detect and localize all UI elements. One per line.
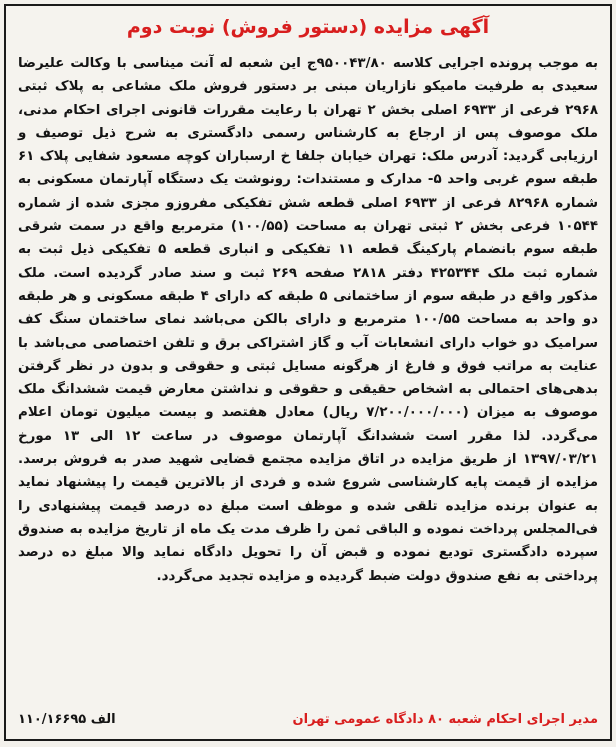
notice-title: آگهی مزایده (دستور فروش) نوبت دوم (126, 16, 490, 38)
signer-line: مدیر اجرای احکام شعبه ۸۰ دادگاه عمومی تهران (292, 712, 598, 727)
reference-number: ۱۱۰/۱۶۶۹۵ الف (18, 712, 116, 727)
notice-body: به موجب پرونده اجرایی کلاسه ۹۵۰۰۴۳/۸۰ج این شعبه له آنت میناسی با وکالت علیرضا سعیدی به طرفیت ماميكو نازاریان مبنی بر دستور فروش ملک مشاعی به پلاک ثبتی ۲۹۶۸ فرعی از ۶۹۳۳ اصلی بخش ۲ تهران با رعایت مقررات قانونی اجرای احکام مدنی، ملک موصوف پس از ارجاع به کارشناس رسمی دادگستری به شرح ذیل توصیف و ارزیابی گردید: آدرس ملک: تهران خیابان جلفا خ ارسباران کوچه مسعود شفایی پلاک ۶۱ طبقه سوم غربی واحد ۵- مدارک و مستندات: رونوشت یک دستگاه آپارتمان مسکونی به شماره ۸۲۹۶۸ فرعی از ۶۹۳۳ اصلی قطعه شش تفکیکی مفروزو مجزی شده از شماره ۱۰۵۴۴ فرعی بخش ۲ ثبتی تهران به مساحت (۱۰۰/۵۵) مترمربع واقع در سمت شرقی طبقه سوم بانضمام پارکینگ قطعه ۱۱ تفکیکی و انباری قطعه ۵ تفکیکی ذیل ثبت به شماره ثبت ملک ۴۲۵۳۴۴ دفتر ۲۸۱۸ صفحه ۲۶۹ ثبت و سند صادر گردیده است. ملک مذکور واقع در طبقه سوم از ساختمانی ۵ طبقه که دارای ۴ طبقه مسکونی و هر طبقه دو واحد به مساحت ۱۰۰/۵۵ مترمربع و دارای بالکن می‌باشد نمای ساختمان سنگ کف سرامیک دو خواب دارای انشعابات آب و گاز اشتراکی برق و تلفن اختصاصی می‌باشد با عنایت به مراتب فوق و فارغ از هرگونه مسایل ثبتی و حقوقی و بدون در نظر گرفتن بدهی‌های احتمالی به اشخاص حقیقی و حقوقی و نداشتن معارض قیمت ششدانگ ملک موصوف به میزان (۷/۲۰۰/۰۰۰/۰۰۰ ریال) معادل هفتصد و بیست میلیون تومان اعلام می‌گردد. لذا مقرر است ششدانگ آپارتمان موصوف در ساعت ۱۲ الی ۱۳ مورخ ۱۳۹۷/۰۳/۲۱ از طریق مزایده در اتاق مزایده مجتمع قضایی شهید صدر به فروش برسد. مزایده از قیمت پایه کارشناسی شروع شده و فردی از بالاترین قیمت را پیشنهاد نماید به عنوان برنده مزایده تلقی شده و موظف است مبلغ ده درصد قیمت پیشنهادی را فی‌المجلس پرداخت نموده و الباقی ثمن را ظرف مدت یک ماه از تاریخ مزایده به صندوق سپرده دادگستری تودیع نموده و قبض آن را تحویل دادگاه نماید والا مبلغ ده درصد پرداختی به نفع صندوق دولت ضبط گردیده و مزایده تجدید می‌گردد. (18, 56, 599, 584)
notice-frame (4, 4, 612, 741)
notice-footer (18, 712, 598, 727)
